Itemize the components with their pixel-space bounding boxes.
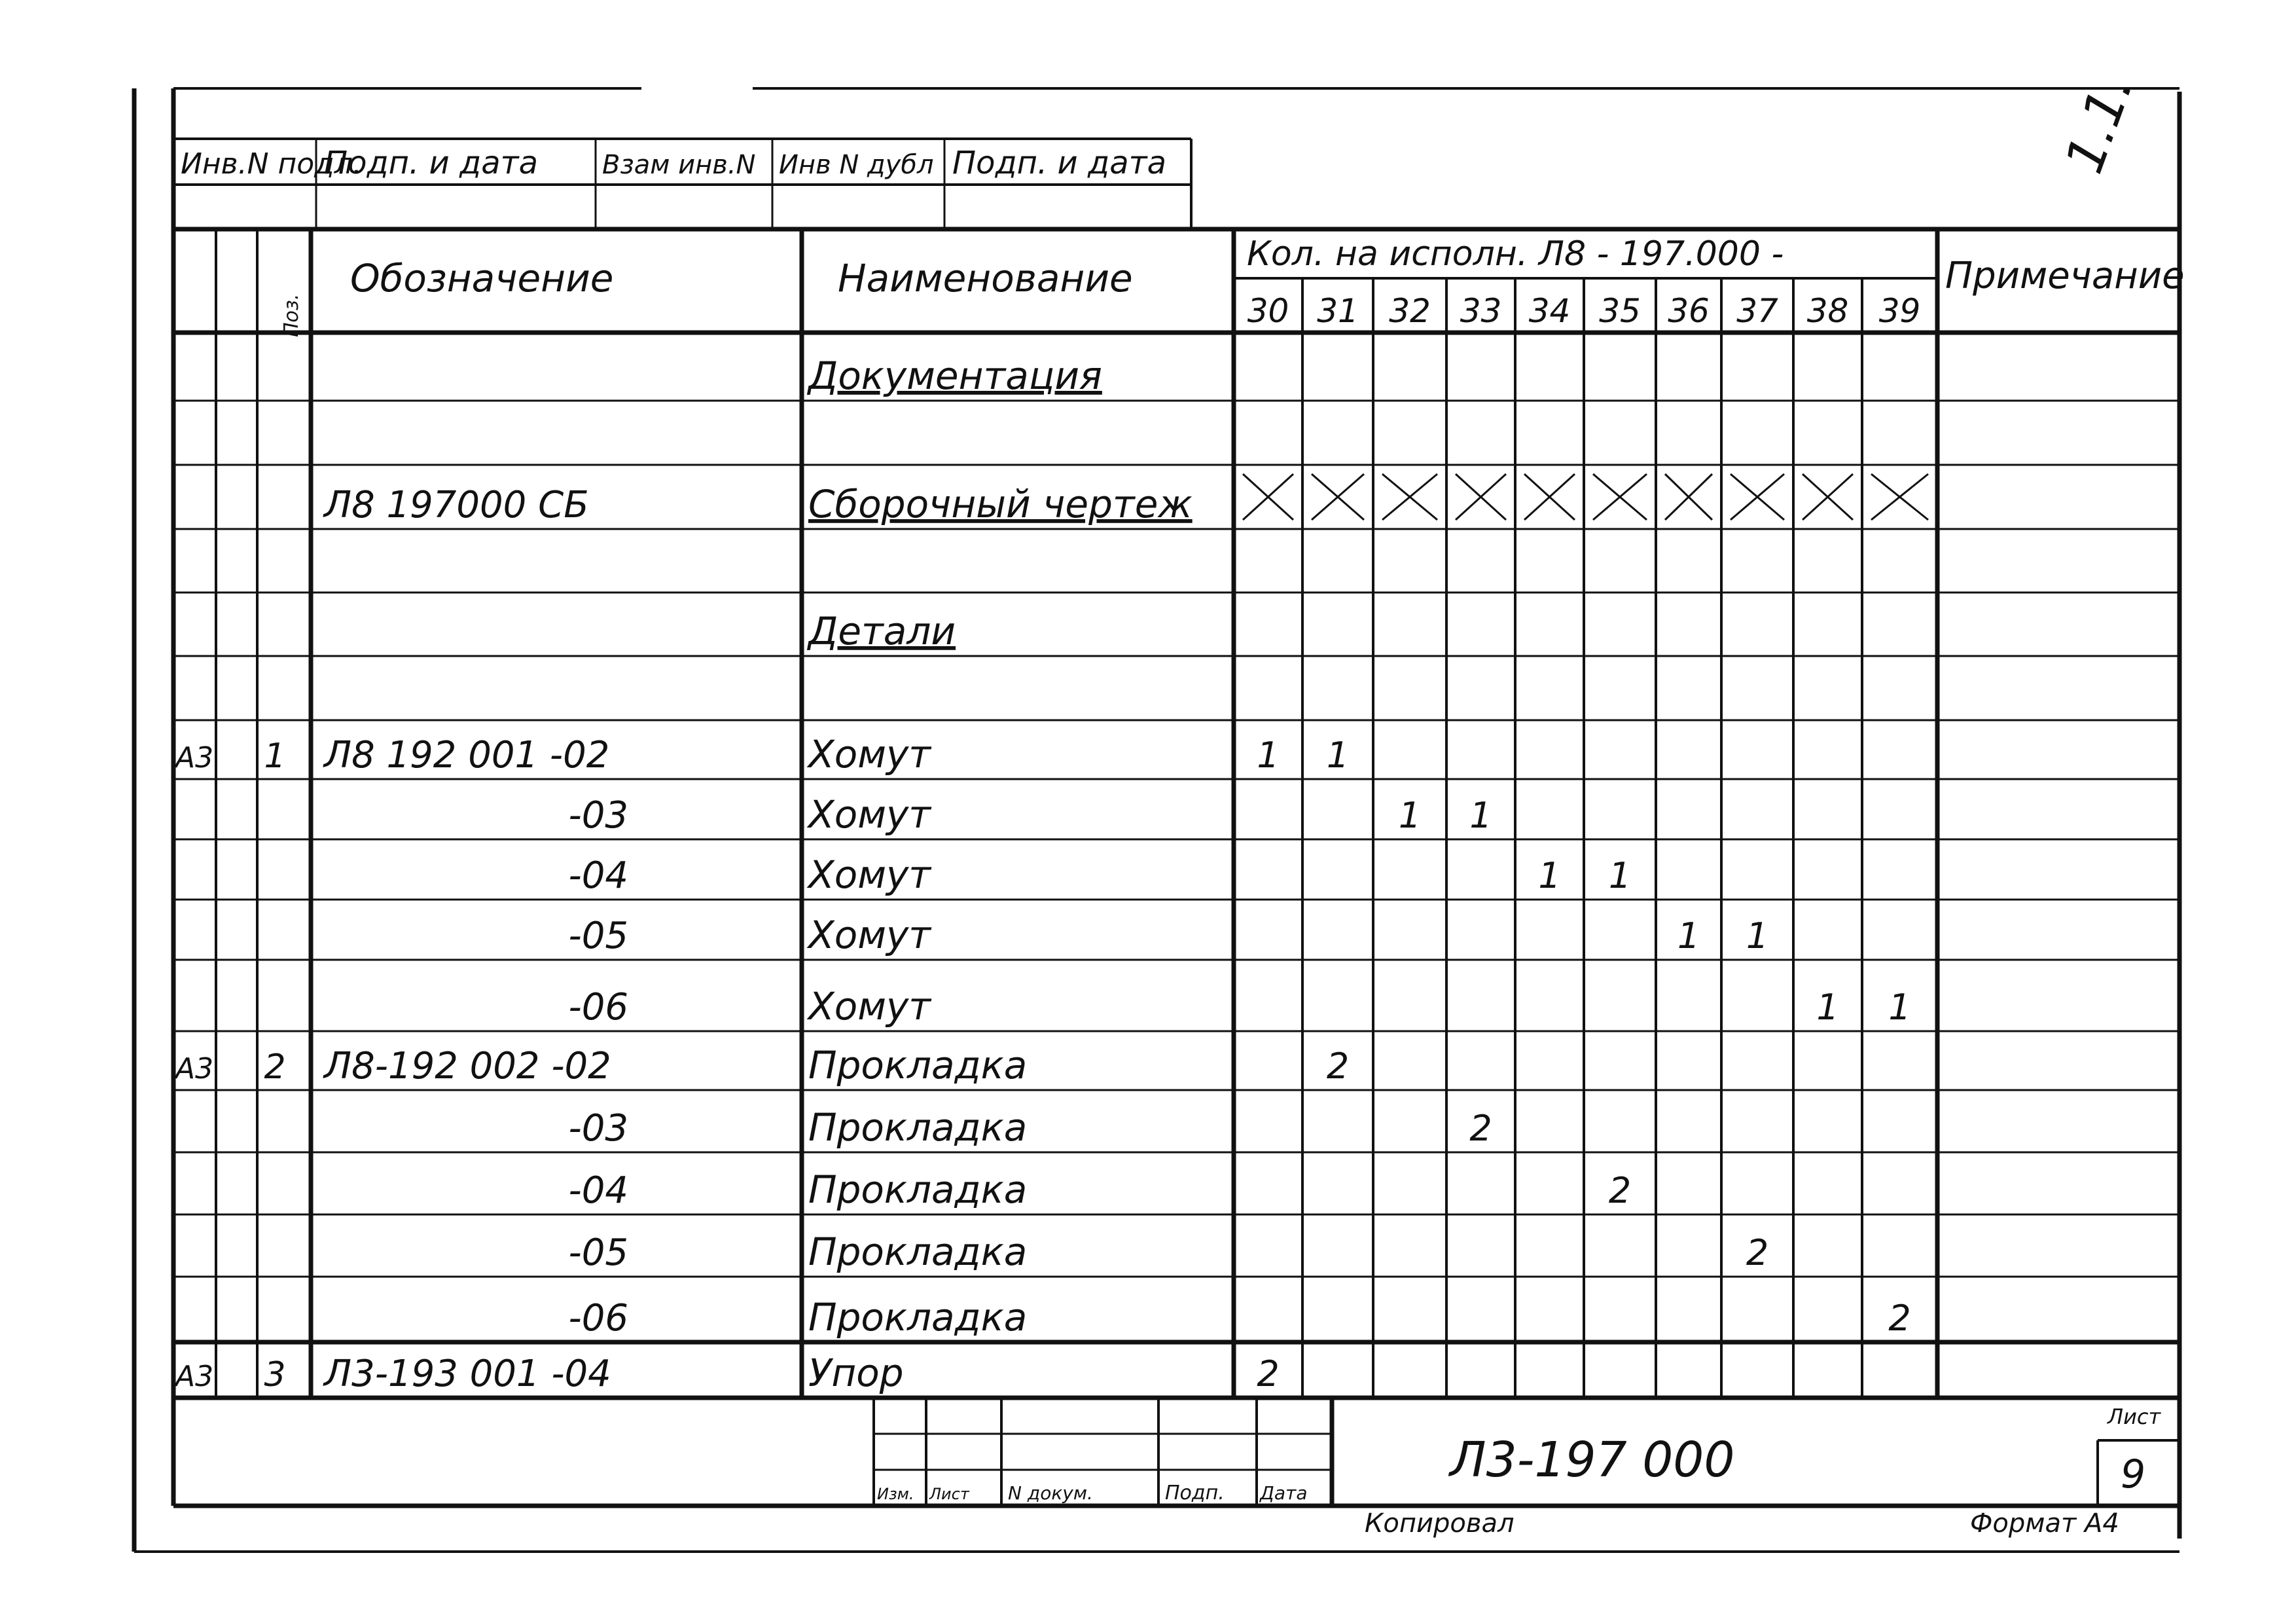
- variant-header-37: 37: [1736, 292, 1778, 330]
- table-row: [569, 792, 1492, 837]
- table-row: [569, 913, 1769, 957]
- stamp-sign-izm: Изм.: [877, 1485, 914, 1503]
- table-row: [569, 984, 1911, 1029]
- variant-header-35: 35: [1599, 292, 1641, 330]
- cell-designation: Л8-192 002 -02: [324, 1045, 611, 1087]
- cell-designation: Л3-193 001 -04: [324, 1353, 611, 1395]
- cross-mark: [1665, 474, 1712, 520]
- top-label-dup-inv: Инв N дубл: [779, 150, 934, 180]
- cell-qty-36: 1: [1677, 915, 1700, 957]
- cell-format: А3: [175, 1052, 214, 1085]
- table-row: [569, 1105, 1492, 1150]
- cell-name: Хомут: [808, 984, 931, 1029]
- sheet-label: Лист: [2108, 1404, 2161, 1429]
- cell-name: Прокладка: [808, 1167, 1028, 1212]
- variant-header-31: 31: [1317, 292, 1359, 330]
- cell-qty-37: 1: [1746, 915, 1769, 957]
- stamp-sign-podp: Подп.: [1165, 1482, 1225, 1504]
- cell-designation: -03: [568, 1107, 628, 1150]
- cell-designation: -04: [568, 1169, 628, 1212]
- cell-qty-33: 2: [1469, 1108, 1492, 1149]
- cell-qty-38: 1: [1816, 987, 1839, 1028]
- cell-format: А3: [175, 741, 214, 775]
- stamp-sign-ndoc: N докум.: [1008, 1482, 1093, 1504]
- cell-designation: Л8 192 001 -02: [324, 734, 610, 776]
- top-label-sign-date-2: Подп. и дата: [952, 145, 1166, 181]
- cross-mark: [1731, 474, 1784, 520]
- table-row: [806, 354, 1102, 398]
- document-number: Л3-197 000: [1450, 1432, 1735, 1488]
- stamp-sign-list: Лист: [929, 1485, 969, 1503]
- variant-header-33: 33: [1460, 292, 1502, 330]
- cell-qty-35: 1: [1608, 855, 1632, 896]
- spec-rows: [173, 354, 1928, 1395]
- table-row: [569, 852, 1632, 897]
- cell-qty-30: 1: [1257, 735, 1280, 776]
- cell-name: Сборочный чертеж: [808, 482, 1193, 526]
- table-row: [173, 1043, 1349, 1087]
- cross-mark: [1243, 474, 1293, 520]
- cell-name: Прокладка: [808, 1295, 1028, 1340]
- variant-header-38: 38: [1806, 292, 1849, 330]
- cell-qty-32: 1: [1398, 795, 1422, 836]
- cell-designation: -05: [568, 1231, 628, 1274]
- cell-designation: -06: [568, 986, 628, 1029]
- cross-mark: [1803, 474, 1853, 520]
- corner-mark: 1.1.: [2053, 65, 2145, 181]
- cell-name: Прокладка: [808, 1230, 1028, 1274]
- cell-name: Хомут: [808, 913, 931, 957]
- cell-qty-39: 1: [1888, 987, 1911, 1028]
- cell-designation: -05: [568, 915, 628, 957]
- cell-name: Хомут: [808, 852, 931, 897]
- cell-name: Прокладка: [808, 1105, 1028, 1150]
- sheet-number: 9: [2121, 1451, 2146, 1497]
- cross-mark: [1312, 474, 1364, 520]
- header-pos: Поз.: [280, 293, 303, 337]
- cell-name: Документация: [808, 354, 1102, 398]
- cell-name: Прокладка: [808, 1043, 1028, 1087]
- format-label: Формат А4: [1970, 1508, 2119, 1539]
- table-row: [173, 1351, 1280, 1395]
- cell-qty-35: 2: [1608, 1170, 1632, 1211]
- table-row: [569, 1167, 1632, 1212]
- variant-header-30: 30: [1247, 292, 1289, 330]
- variant-header-32: 32: [1389, 292, 1431, 330]
- variant-header-34: 34: [1528, 292, 1571, 330]
- header-name: Наименование: [838, 256, 1133, 301]
- table-row: [806, 609, 956, 653]
- cell-designation: Л8 197000 СБ: [324, 484, 589, 526]
- cell-pos: 1: [264, 737, 286, 776]
- cell-qty-33: 1: [1469, 795, 1492, 836]
- cell-qty-34: 1: [1538, 855, 1561, 896]
- variant-header-39: 39: [1878, 292, 1921, 330]
- top-label-sign-date: Подп. и дата: [324, 145, 538, 181]
- table-row: [569, 1295, 1911, 1340]
- cell-name: Упор: [808, 1351, 904, 1395]
- variant-header-36: 36: [1668, 292, 1710, 330]
- cell-qty-30: 2: [1257, 1353, 1280, 1395]
- cross-mark: [1382, 474, 1437, 520]
- cross-mark: [1524, 474, 1575, 520]
- cross-mark: [1871, 474, 1928, 520]
- cell-pos: 2: [264, 1048, 286, 1087]
- table-row: [569, 1230, 1769, 1274]
- cell-qty-37: 2: [1746, 1232, 1769, 1273]
- cross-mark: [1593, 474, 1647, 520]
- cell-name: Детали: [808, 609, 956, 653]
- cell-name: Хомут: [808, 792, 931, 837]
- cell-qty-39: 2: [1888, 1298, 1911, 1339]
- cross-mark: [1456, 474, 1506, 520]
- cell-designation: -03: [568, 794, 628, 837]
- header-note: Примечание: [1945, 255, 2185, 297]
- outer-frame: [134, 88, 2179, 1552]
- top-label-replace-inv: Взам инв.N: [602, 150, 756, 180]
- stamp-sign-date: Дата: [1260, 1482, 1308, 1504]
- header-designation: Обозначение: [350, 256, 614, 301]
- cell-qty-31: 1: [1326, 735, 1350, 776]
- cell-name: Хомут: [808, 732, 931, 776]
- table-row: [173, 732, 1349, 776]
- cell-pos: 3: [264, 1355, 286, 1395]
- cell-designation: -04: [568, 854, 628, 897]
- copied-label: Копировал: [1365, 1508, 1515, 1539]
- cell-designation: -06: [568, 1297, 628, 1340]
- cell-format: А3: [175, 1360, 214, 1393]
- top-label-inv-orig: Инв.N подл.: [181, 147, 362, 181]
- table-row: [323, 474, 1928, 526]
- cell-qty-31: 2: [1326, 1046, 1350, 1087]
- header-qty-title: Кол. на исполн. Л8 - 197.000 -: [1247, 234, 1784, 274]
